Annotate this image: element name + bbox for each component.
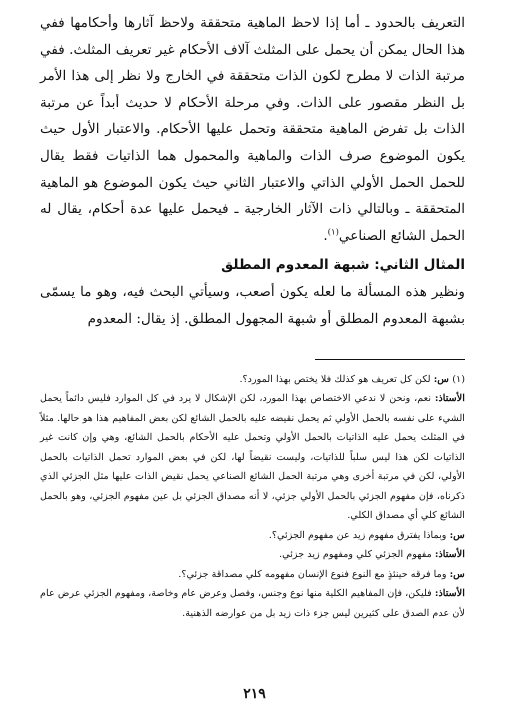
section-paragraph: ونظير هذه المسألة ما لعله يكون أصعب، وسيأتي البحث فيه، وهو ما يسمّى بشبهة المعدوم المطلق أو شبهة المجهول المطلق. إذ يقال: المعدوم xyxy=(40,284,465,327)
footnote-line xyxy=(40,389,465,526)
footnote-text: فليكن، فإن المفاهيم الكلية منها نوع وجنس، وفصل وعرض عام وخاصة، ومفهوم الجزئي عرض عام لأن عدم الصدق على كثيرين ليس جزء ذات زيد بل من عوارضه الذهنية. xyxy=(40,588,465,619)
footnote-text: مفهوم الجزئي كلي ومفهوم زيد جزئي. xyxy=(279,549,432,561)
footnote-text: وبماذا يفترق مفهوم زيد عن مفهوم الجزئي؟. xyxy=(268,529,447,541)
footnote-text: وما فرقه حينئذٍ مع النوع فنوع الإنسان مفهومه كلي مصداقة جزئي؟. xyxy=(178,568,447,580)
speaker-label: الأستاذ: xyxy=(434,588,465,600)
footnote-reference[interactable]: (١) xyxy=(327,227,339,238)
speaker-label: س: xyxy=(449,529,465,541)
footnote-number: (١) xyxy=(452,373,465,385)
footnote-divider xyxy=(315,359,465,360)
speaker-label: س: xyxy=(433,373,450,385)
footnote-text: نعم، ونحن لا ندعي الاختصاص بهذا المورد، لكن الإشكال لا يرد في كل الموارد فليس دائماً يحمل الشيء على نفسه بالحمل الأولي ثم يحمل نقيضه عليه بالحمل الشائع لكن بعض المفاهيم هذا هو حالها. مثلاً في المثلث يحمل عليه الذاتيات بالحمل الأولي وتحمل عليه الأحكام بالحمل الشائع، وهي وإن كانت غير الذاتيات لكن هذا ليس سلباً للذاتيات، وليست نقيضاً لها، لكن في بعض الموارد تحمل الذاتيات بالحمل الأولي، لكن في مرتبة أخرى وهي مرتبة الحمل الشائع الصناعي يحمل نقيض الذات عليها مثل الجزئي الذي ذكرناه، فإن مفهوم الجزئي بالحمل الأولي جزئي، لا أنه مصداق الجزئي بل عين مفهوم الجزئي، وهو بالحمل الشائع كلي أي مصداق الكلي. xyxy=(40,393,465,522)
footnote-line xyxy=(40,545,465,565)
footnote-text: لكن كل تعريف هو كذلك فلا يختص بهذا المورد؟. xyxy=(239,373,431,385)
body-paragraph: التعريف بالحدود ـ أما إذا لاحظ الماهية متحققة ولاحظ آثارها وأحكامها ففي هذا الحال يمكن أن يحمل على المثلث آلاف الأحكام غير تعريف المثلث. ففي مرتبة الذات لا مطرح لكون الذات متحققة في الخارج ولا نظر إلى هذا الأمر بل النظر مقصور على الذات. وفي مرحلة الأحكام لا حديث أبداً عن مرتبة الذات بل تفرض الماهية متحققة وتحمل عليها الأحكام. والاعتبار الأول حيث يكون الموضوع صرف الذات والماهية والمحمول هما الذاتيات فقط يقال للحمل الحمل الأولي الذاتي والاعتبار الثاني حيث يكون الموضوع هو الماهية المتحققة ـ وبالتالي ذات الآثار الخارجية ـ فيحمل عليها عدة أحكام، يقال له الحمل الشائع الصناعي$^{(١)}$. xyxy=(40,15,465,244)
footnote-line xyxy=(40,526,465,546)
section-heading: المثال الثاني: شبهة المعدوم المطلق xyxy=(221,257,465,274)
body-text xyxy=(40,10,465,333)
speaker-label: الأستاذ: xyxy=(434,549,465,561)
body-paragraph-text: التعريف بالحدود ـ أما إذا لاحظ الماهية متحققة ولاحظ آثارها وأحكامها ففي هذا الحال يمكن أن يحمل على المثلث آلاف الأحكام غير تعريف المثلث. ففي مرتبة الذات لا مطرح لكون الذات متحققة في الخارج ولا نظر إلى هذا الأمر بل النظر مقصور على الذات. وفي مرحلة الأحكام لا حديث أبداً عن مرتبة الذات بل تفرض الماهية متحققة وتحمل عليها الأحكام. والاعتبار الأول حيث يكون الموضوع صرف الذات والماهية والمحمول هما الذاتيات فقط يقال للحمل الحمل الأولي الذاتي والاعتبار الثاني حيث يكون الموضوع هو الماهية المتحققة ـ وبالتالي ذات الآثار الخارجية ـ فيحمل عليها عدة أحكام، يقال له الحمل الشائع الصناعي xyxy=(40,15,465,244)
footnote-block xyxy=(40,370,465,624)
speaker-label: س: xyxy=(449,568,465,580)
footnote-line xyxy=(40,584,465,623)
speaker-label: الأستاذ: xyxy=(434,393,465,405)
footnote-line xyxy=(40,370,465,390)
page-number: ٢١٩ xyxy=(243,686,266,702)
footnote-line xyxy=(40,565,465,585)
